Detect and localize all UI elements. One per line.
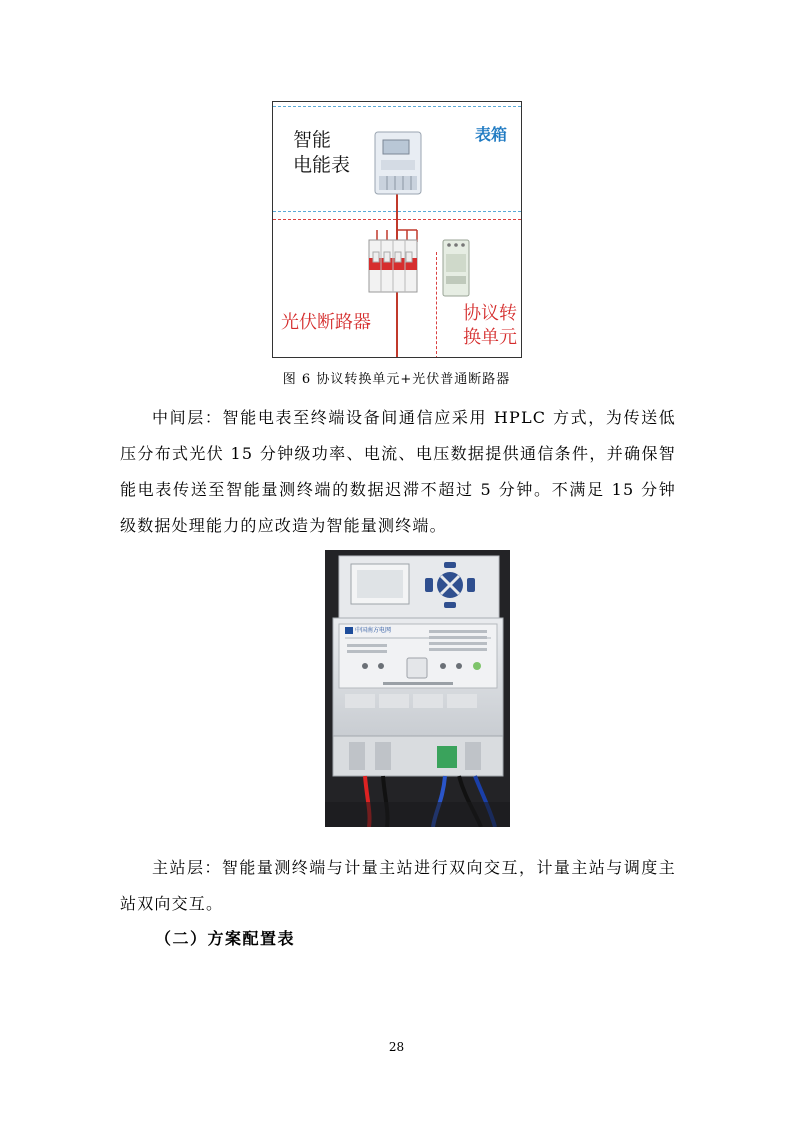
section-heading: （二）方案配置表 xyxy=(155,929,296,948)
protocol-unit-label: 协议转 换单元 xyxy=(463,303,517,348)
smart-terminal-image xyxy=(325,550,510,827)
protocol-unit-icon xyxy=(443,240,469,296)
smart-meter-label: 智能 电能表 xyxy=(293,129,351,176)
smart-meter-icon xyxy=(375,132,421,194)
paragraph-master-layer: 主站层：智能量测终端与计量主站进行双向交互，计量主站与调度主站双向交互。 xyxy=(120,858,676,913)
paragraph-middle-layer: 中间层：智能电表至终端设备间通信应采用 HPLC 方式，为传送低压分布式光伏 15 分钟级功率、电流、电压数据提供通信条件，并确保智能电表传送至智能量测终端的数据迟滞不超过 5 分钟。不满足 15 分钟级数据处理能力的应改造为智能量测终端。 xyxy=(120,408,676,535)
svg-text:中国南方电网: 中国南方电网 xyxy=(355,627,392,634)
figure-6 xyxy=(272,101,522,358)
pv-breaker-label: 光伏断路器 xyxy=(281,312,371,333)
meterbox-label: 表箱 xyxy=(474,125,507,144)
terminal-photo xyxy=(325,550,510,827)
page-number: 28 xyxy=(388,1040,405,1054)
pv-breaker-icon xyxy=(369,240,417,292)
figure-6-caption: 图 6 协议转换单元+光伏普通断路器 xyxy=(282,372,511,387)
